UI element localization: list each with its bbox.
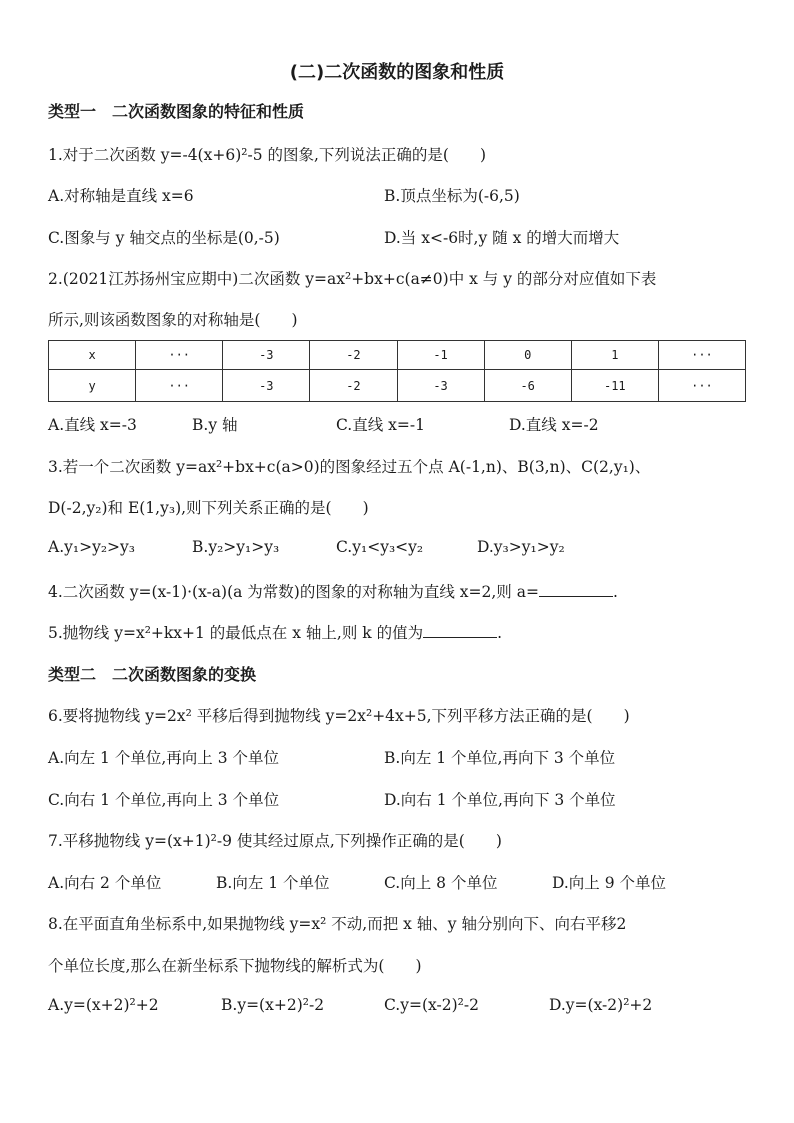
table-cell: 0: [484, 341, 571, 370]
table-cell: -3: [223, 341, 310, 370]
section-heading-type-2: 类型二 二次函数图象的变换: [48, 665, 257, 684]
question-2-option-a: A.直线 x=-3: [48, 416, 137, 434]
question-2-option-c: C.直线 x=-1: [336, 416, 425, 434]
question-7-option-a: A.向右 2 个单位: [48, 874, 162, 892]
question-1-stem: 1.对于二次函数 y=-4(x+6)²-5 的图象,下列说法正确的是( ): [48, 146, 487, 164]
question-8-option-a: A.y=(x+2)²+2: [48, 996, 159, 1014]
question-7-option-c: C.向上 8 个单位: [384, 874, 498, 892]
question-3-stem-line-2: D(-2,y₂)和 E(1,y₃),则下列关系正确的是( ): [48, 499, 369, 517]
question-8-stem-line-2: 个单位长度,那么在新坐标系下抛物线的解析式为( ): [48, 957, 422, 975]
question-7-option-d: D.向上 9 个单位: [552, 874, 667, 892]
question-4-stem: 4.二次函数 y=(x-1)·(x-a)(a 为常数)的图象的对称轴为直线 x=2,则 a=: [48, 583, 539, 601]
table-row-x: [49, 341, 746, 370]
question-3-option-a: A.y₁>y₂>y₃: [48, 538, 136, 556]
table-cell: y: [49, 370, 136, 402]
question-1-option-d: D.当 x<-6时,y 随 x 的增大而增大: [384, 229, 620, 247]
question-2-stem-line-2: 所示,则该函数图象的对称轴是( ): [48, 311, 298, 329]
table-cell: ···: [136, 370, 223, 402]
question-1-option-a: A.对称轴是直线 x=6: [48, 187, 194, 205]
question-8-option-c: C.y=(x-2)²-2: [384, 996, 479, 1014]
table-cell: 1: [571, 341, 658, 370]
question-1-option-b: B.顶点坐标为(-6,5): [384, 187, 520, 205]
table-cell: -2: [310, 341, 397, 370]
question-6-option-b: B.向左 1 个单位,再向下 3 个单位: [384, 749, 616, 767]
table-cell: -1: [397, 341, 484, 370]
question-6-stem: 6.要将抛物线 y=2x² 平移后得到抛物线 y=2x²+4x+5,下列平移方法正确的是( ): [48, 707, 630, 725]
page-title: (二)二次函数的图象和性质: [289, 62, 505, 83]
question-7-stem: 7.平移抛物线 y=(x+1)²-9 使其经过原点,下列操作正确的是( ): [48, 832, 502, 850]
question-8-option-d: D.y=(x-2)²+2: [549, 996, 653, 1014]
question-8-stem-line-1: 8.在平面直角坐标系中,如果抛物线 y=x² 不动,而把 x 轴、y 轴分别向下、向右平移2: [48, 915, 627, 933]
question-1-option-c: C.图象与 y 轴交点的坐标是(0,-5): [48, 229, 280, 247]
table-row-y: [49, 370, 746, 402]
table-cell: -2: [310, 370, 397, 402]
question-4: [48, 580, 618, 602]
table-cell: ···: [658, 341, 745, 370]
table-cell: -11: [571, 370, 658, 402]
value-table: [48, 340, 746, 402]
question-3-option-b: B.y₂>y₁>y₃: [192, 538, 280, 556]
table-cell: ···: [658, 370, 745, 402]
table-cell: x: [49, 341, 136, 370]
table-cell: -6: [484, 370, 571, 402]
question-6-option-c: C.向右 1 个单位,再向上 3 个单位: [48, 791, 280, 809]
question-6-option-a: A.向左 1 个单位,再向上 3 个单位: [48, 749, 279, 767]
question-7-option-b: B.向左 1 个单位: [216, 874, 330, 892]
table-cell: -3: [397, 370, 484, 402]
question-5-end: .: [497, 624, 503, 642]
question-5-stem: 5.抛物线 y=x²+kx+1 的最低点在 x 轴上,则 k 的值为: [48, 624, 424, 642]
table-cell: -3: [223, 370, 310, 402]
question-2-stem-line-1: 2.(2021江苏扬州宝应期中)二次函数 y=ax²+bx+c(a≠0)中 x 与 y 的部分对应值如下表: [48, 270, 657, 288]
answer-blank[interactable]: [423, 623, 497, 638]
question-2-option-d: D.直线 x=-2: [509, 416, 599, 434]
question-2-option-b: B.y 轴: [192, 416, 238, 434]
question-5: [48, 621, 502, 643]
question-3-option-d: D.y₃>y₁>y₂: [477, 538, 565, 556]
question-3-option-c: C.y₁<y₃<y₂: [336, 538, 424, 556]
question-6-option-d: D.向右 1 个单位,再向下 3 个单位: [384, 791, 616, 809]
answer-blank[interactable]: [539, 582, 613, 597]
question-3-stem-line-1: 3.若一个二次函数 y=ax²+bx+c(a>0)的图象经过五个点 A(-1,n)、B(3,n)、C(2,y₁)、: [48, 458, 651, 476]
question-4-end: .: [612, 583, 618, 601]
question-8-option-b: B.y=(x+2)²-2: [221, 996, 325, 1014]
section-heading-type-1: 类型一 二次函数图象的特征和性质: [48, 102, 305, 121]
table-cell: ···: [136, 341, 223, 370]
